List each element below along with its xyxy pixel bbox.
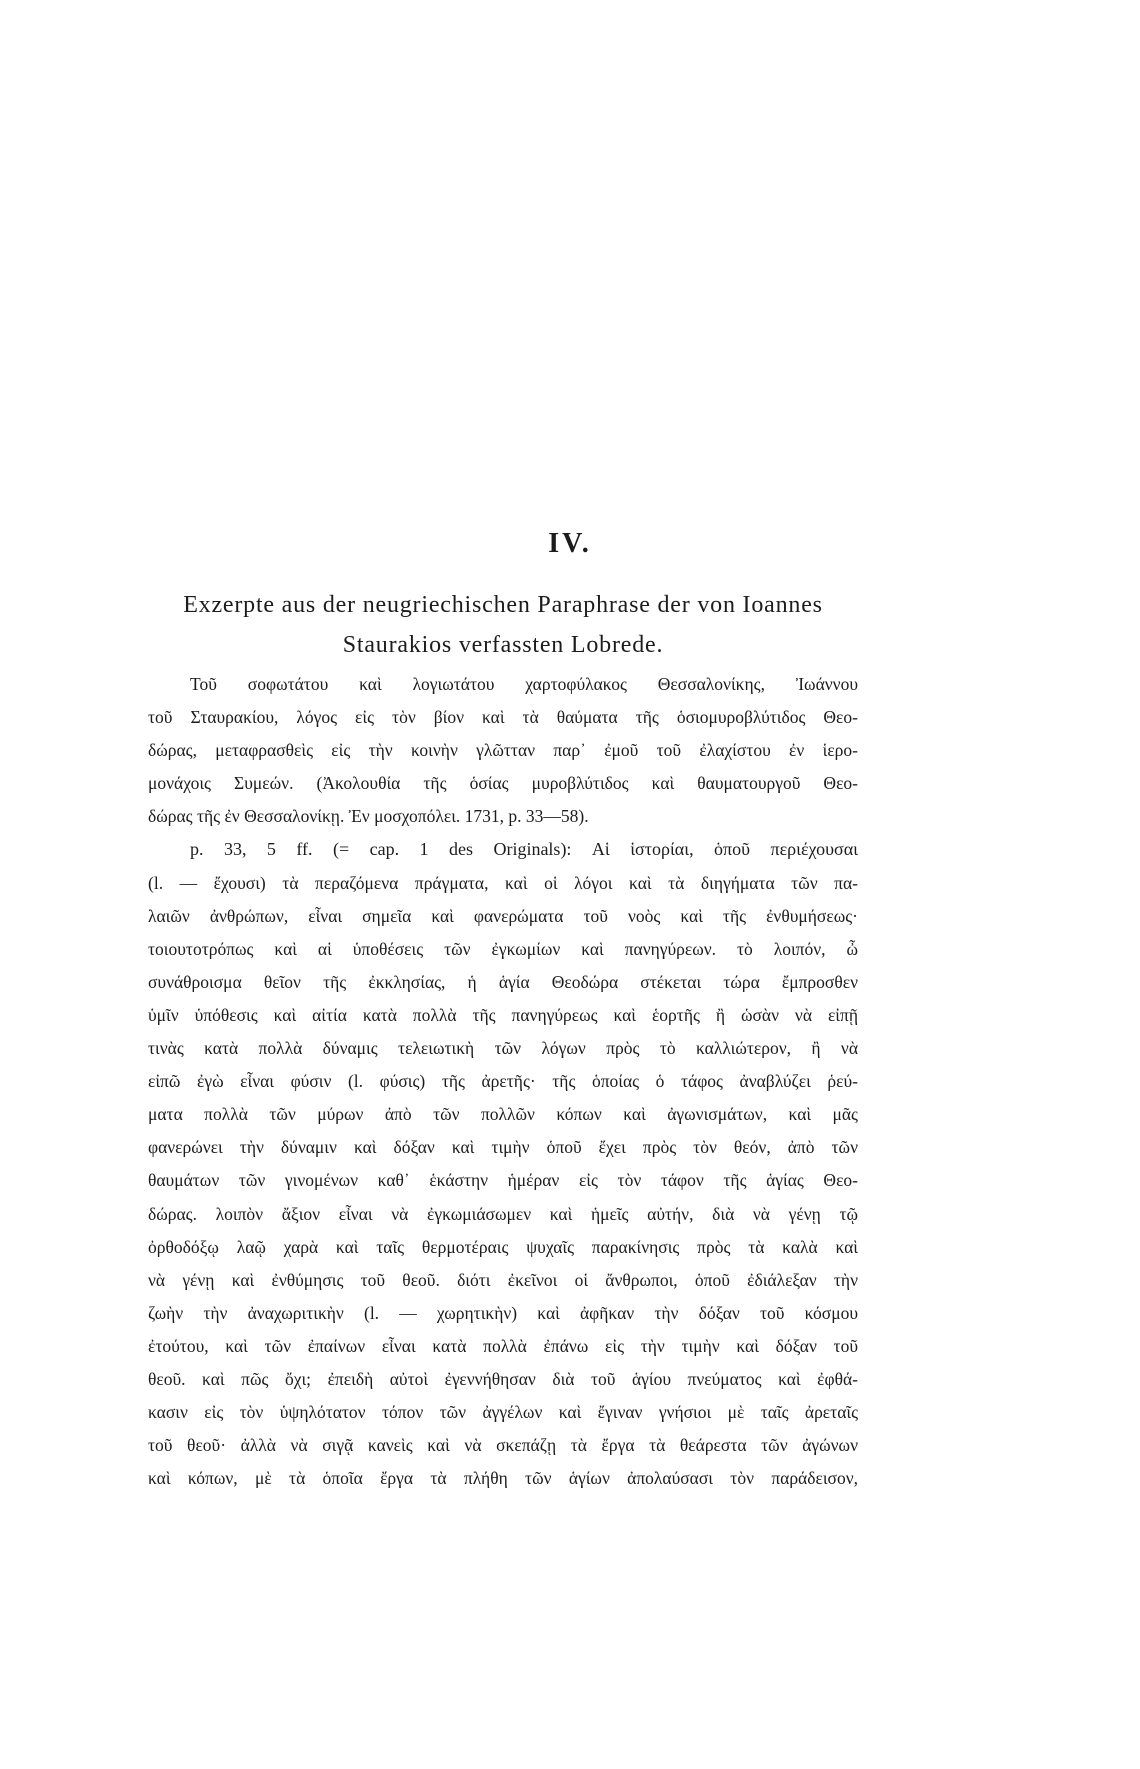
text-line: Τοῦ σοφωτάτου καὶ λογιωτάτου χαρτοφύλακος Θεσσαλονίκης, Ἰωάννου bbox=[190, 674, 858, 694]
text-line: ματα πολλὰ τῶν μύρων ἀπὸ τῶν πολλῶν κόπων καὶ ἀγωνισμάτων, καὶ μᾶς bbox=[148, 1104, 858, 1125]
text-line: καὶ κόπων, μὲ τὰ ὁποῖα ἔργα τὰ πλήθη τῶν ἁγίων ἀπολαύσασι τὸν παράδεισον, bbox=[148, 1468, 858, 1489]
text-line: εἰπῶ ἐγὼ εἶναι φύσιν (l. φύσις) τῆς ἀρετῆς· τῆς ὁποίας ὁ τάφος ἀναβλύζει ῥεύ- bbox=[148, 1071, 858, 1092]
chapter-title-line: Exzerpte aus der neugriechischen Paraphrase der von Ioannes bbox=[183, 592, 823, 618]
text-line: συνάθροισμα θεῖον τῆς ἐκκλησίας, ἡ ἁγία Θεοδώρα στέκεται τώρα ἔμπροσθεν bbox=[148, 971, 858, 992]
text-line: δώρας τῆς ἐν Θεσσαλονίκῃ. Ἐν μοσχοπόλει. 1731, p. 33—58). bbox=[148, 806, 589, 827]
text-line: μονάχοις Συμεών. (Ἀκολουθία τῆς ὁσίας μυροβλύτιδος καὶ θαυματουργοῦ Θεο- bbox=[148, 773, 858, 794]
text-line: θαυμάτων τῶν γινομένων καθ᾽ ἑκάστην ἡμέραν εἰς τὸν τάφον τῆς ἁγίας Θεο- bbox=[148, 1170, 858, 1191]
body-text bbox=[148, 668, 858, 1495]
text-line: δώρας, μεταφρασθεὶς εἰς τὴν κοινὴν γλῶτταν παρ᾽ ἐμοῦ τοῦ ἐλαχίστου ἐν ἱερο- bbox=[148, 740, 858, 761]
text-line: ὑμῖν ὑπόθεσις καὶ αἰτία κατὰ πολλὰ τῆς πανηγύρεως καὶ ἑορτῆς ἢ ὡσὰν νὰ εἰπῇ bbox=[148, 1004, 858, 1025]
text-line: θεοῦ. καὶ πῶς ὄχι; ἐπειδὴ αὐτοὶ ἐγεννήθησαν διὰ τοῦ ἁγίου πνεύματος καὶ ἐφθά- bbox=[148, 1368, 858, 1389]
chapter-title-line: Staurakios verfassten Lobrede. bbox=[342, 632, 664, 658]
text-line: κασιν εἰς τὸν ὑψηλότατον τόπον τῶν ἀγγέλων καὶ ἔγιναν γνήσιοι μὲ ταῖς ἀρεταῖς bbox=[148, 1402, 858, 1423]
text-line: νὰ γένῃ καὶ ἐνθύμησις τοῦ θεοῦ. διότι ἐκεῖνοι οἱ ἄνθρωποι, ὁποῦ ἐδιάλεξαν τὴν bbox=[148, 1269, 858, 1290]
text-line: τοῦ θεοῦ· ἀλλὰ νὰ σιγᾷ κανεὶς καὶ νὰ σκεπάζῃ τὰ ἔργα τὰ θεάρεστα τῶν ἀγώνων bbox=[148, 1435, 858, 1456]
text-line: τινὰς κατὰ πολλὰ δύναμις τελειωτικὴ τῶν λόγων πρὸς τὸ καλλιώτερον, ἢ νὰ bbox=[148, 1038, 858, 1059]
text-line: λαιῶν ἀνθρώπων, εἶναι σημεῖα καὶ φανερώματα τοῦ νοὸς καὶ τῆς ἐνθυμήσεως· bbox=[148, 905, 858, 926]
chapter-title bbox=[148, 585, 858, 665]
text-line: φανερώνει τὴν δύναμιν καὶ δόξαν καὶ τιμὴν ὁποῦ ἔχει πρὸς τὸν θεόν, ἀπὸ τῶν bbox=[148, 1137, 858, 1158]
text-line: p. 33, 5 ff. (= cap. 1 des Originals): Αἱ ἱστορίαι, ὁποῦ περιέχουσαι bbox=[190, 839, 858, 860]
text-line: ὀρθοδόξῳ λαῷ χαρὰ καὶ ταῖς θερμοτέραις ψυχαῖς παρακίνησις πρὸς τὰ καλὰ καὶ bbox=[148, 1236, 858, 1257]
text-line: τοιουτοτρόπως καὶ αἱ ὑποθέσεις τῶν ἐγκωμίων καὶ πανηγύρεων. τὸ λοιπόν, ὦ bbox=[148, 938, 858, 959]
text-line: τοῦ Σταυρακίου, λόγος εἰς τὸν βίον καὶ τὰ θαύματα τῆς ὁσιομυροβλύτιδος Θεο- bbox=[148, 707, 858, 728]
text-line: (l. — ἔχουσι) τὰ περαζόμενα πράγματα, καὶ οἱ λόγοι καὶ τὰ διηγήματα τῶν πα- bbox=[148, 872, 858, 893]
chapter-number: IV. bbox=[548, 528, 592, 559]
text-line: ἐτούτου, καὶ τῶν ἐπαίνων εἶναι κατὰ πολλὰ ἐπάνω εἰς τὴν τιμὴν καὶ δόξαν τοῦ bbox=[148, 1335, 858, 1356]
text-line: ζωὴν τὴν ἀναχωριτικὴν (l. — χωρητικὴν) καὶ ἀφῆκαν τὴν δόξαν τοῦ κόσμου bbox=[148, 1302, 858, 1323]
text-line: δώρας. λοιπὸν ἄξιον εἶναι νὰ ἐγκωμιάσωμεν καὶ ἡμεῖς αὐτήν, διὰ νὰ γένῃ τῷ bbox=[148, 1203, 858, 1224]
